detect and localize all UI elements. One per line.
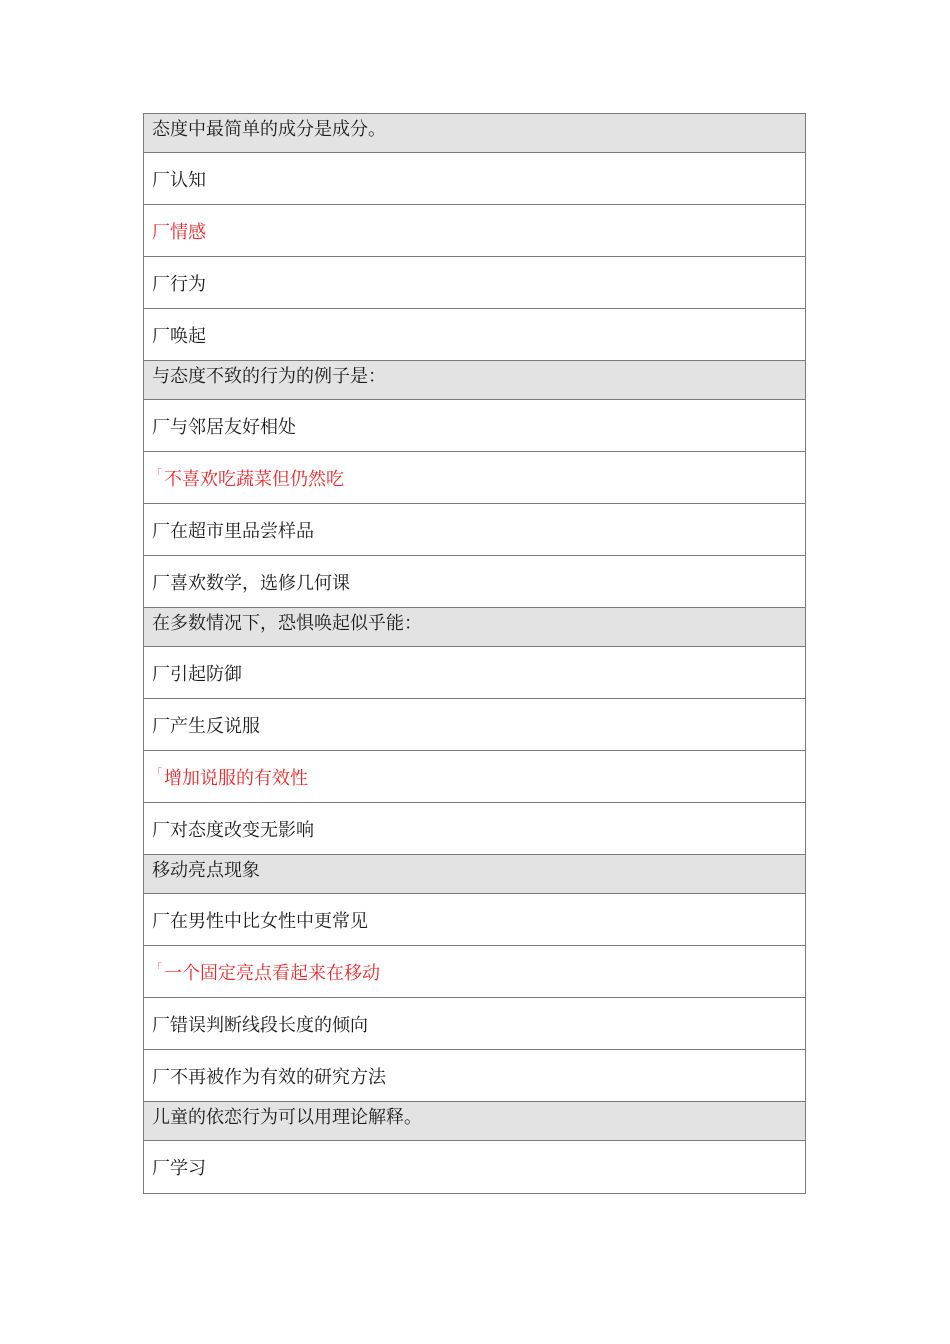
question-1: 态度中最简单的成分是成分。 bbox=[144, 114, 805, 153]
radio-marker-icon: 厂 bbox=[152, 273, 170, 295]
radio-marker-icon: 厂 bbox=[152, 910, 170, 932]
radio-marker-icon: 「 bbox=[152, 469, 162, 480]
radio-marker-icon: 厂 bbox=[152, 1066, 170, 1088]
option-label: 增加说服的有效性 bbox=[164, 767, 308, 789]
option-label: 对态度改变无影响 bbox=[170, 819, 314, 841]
radio-marker-icon: 厂 bbox=[152, 1158, 170, 1179]
quiz-table bbox=[143, 113, 806, 1194]
q2-option-a[interactable] bbox=[144, 400, 805, 452]
option-label: 不再被作为有效的研究方法 bbox=[170, 1066, 386, 1088]
radio-marker-icon: 厂 bbox=[152, 819, 170, 841]
option-label: 产生反说服 bbox=[170, 715, 260, 737]
option-label: 一个固定亮点看起来在移动 bbox=[164, 962, 380, 984]
q5-option-a[interactable] bbox=[144, 1141, 805, 1193]
q4-option-d[interactable] bbox=[144, 1050, 805, 1102]
question-3: 在多数情况下，恐惧唤起似乎能： bbox=[144, 608, 805, 647]
q3-option-b[interactable] bbox=[144, 699, 805, 751]
q4-option-a[interactable] bbox=[144, 894, 805, 946]
option-label: 在超市里品尝样品 bbox=[170, 520, 314, 542]
q3-option-d[interactable] bbox=[144, 803, 805, 855]
q3-option-c[interactable] bbox=[144, 751, 805, 803]
radio-marker-icon: 厂 bbox=[152, 572, 170, 594]
radio-marker-icon: 厂 bbox=[152, 1014, 170, 1036]
radio-marker-icon: 厂 bbox=[152, 520, 170, 542]
q1-option-cognition[interactable] bbox=[144, 153, 805, 205]
option-label: 喜欢数学，选修几何课 bbox=[170, 572, 350, 594]
q2-option-c[interactable] bbox=[144, 504, 805, 556]
option-label: 与邻居友好相处 bbox=[170, 416, 296, 438]
option-label: 情感 bbox=[170, 221, 206, 243]
radio-marker-icon: 厂 bbox=[152, 221, 170, 243]
q3-option-a[interactable] bbox=[144, 647, 805, 699]
radio-marker-icon: 厂 bbox=[152, 416, 170, 438]
option-label: 错误判断线段长度的倾向 bbox=[170, 1014, 368, 1036]
q2-option-d[interactable] bbox=[144, 556, 805, 608]
option-label: 唤起 bbox=[170, 325, 206, 347]
radio-marker-icon: 厂 bbox=[152, 663, 170, 685]
q1-option-emotion[interactable] bbox=[144, 205, 805, 257]
option-label: 在男性中比女性中更常见 bbox=[170, 910, 368, 932]
q4-option-b[interactable] bbox=[144, 946, 805, 998]
question-4: 移动亮点现象 bbox=[144, 855, 805, 894]
radio-marker-icon: 厂 bbox=[152, 715, 170, 737]
q4-option-c[interactable] bbox=[144, 998, 805, 1050]
question-2: 与态度不致的行为的例子是： bbox=[144, 361, 805, 400]
q1-option-arousal[interactable] bbox=[144, 309, 805, 361]
radio-marker-icon: 「 bbox=[152, 963, 162, 974]
option-label: 引起防御 bbox=[170, 663, 242, 685]
q2-option-b[interactable] bbox=[144, 452, 805, 504]
q1-option-behavior[interactable] bbox=[144, 257, 805, 309]
option-label: 学习 bbox=[170, 1158, 206, 1179]
option-label: 认知 bbox=[170, 169, 206, 191]
radio-marker-icon: 「 bbox=[152, 768, 162, 779]
question-5: 儿童的依恋行为可以用理论解释。 bbox=[144, 1102, 805, 1141]
radio-marker-icon: 厂 bbox=[152, 169, 170, 191]
radio-marker-icon: 厂 bbox=[152, 325, 170, 347]
option-label: 行为 bbox=[170, 273, 206, 295]
option-label: 不喜欢吃蔬菜但仍然吃 bbox=[164, 468, 344, 490]
